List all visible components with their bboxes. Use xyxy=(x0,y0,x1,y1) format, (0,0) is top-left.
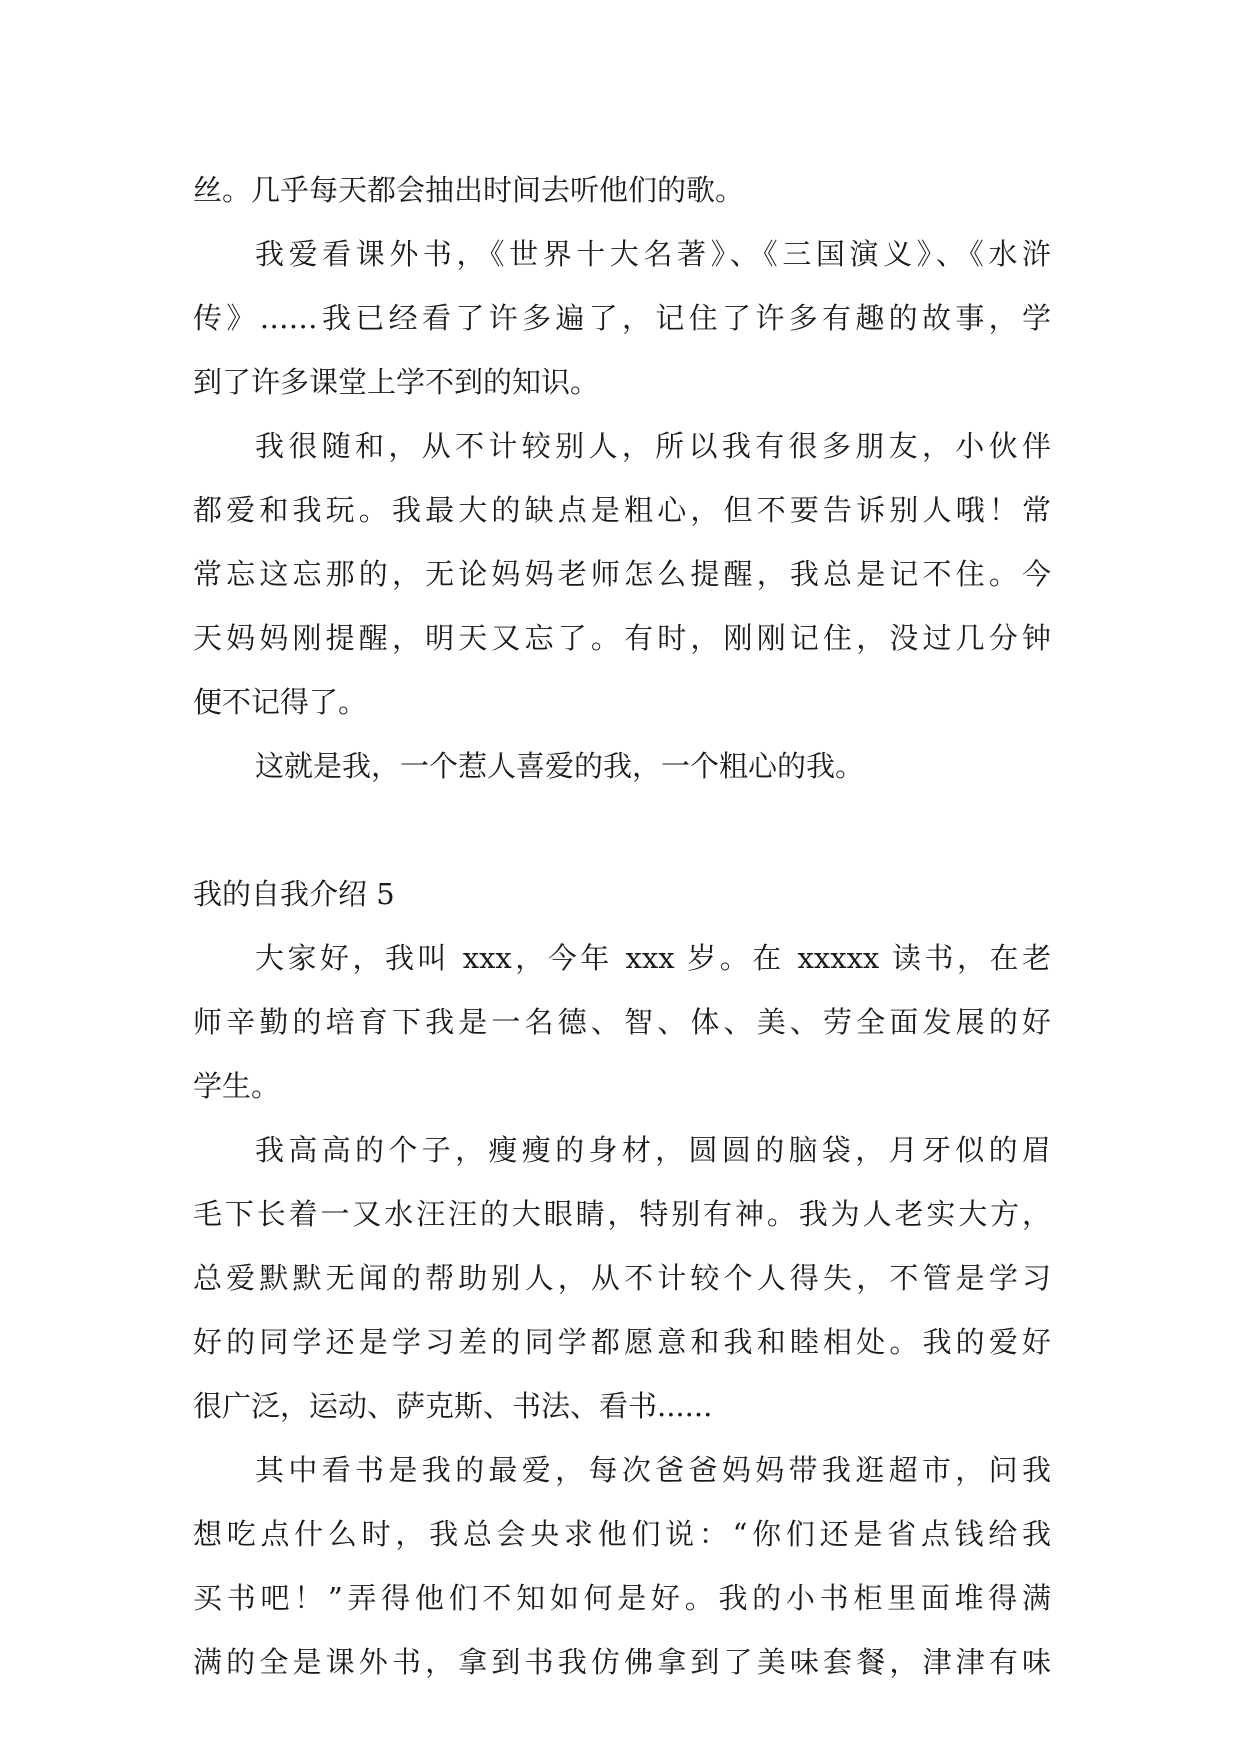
text-line: 毛下长着一又水汪汪的大眼睛，特别有神。我为人老实大方， xyxy=(193,1197,1051,1231)
text-line: 到了许多课堂上学不到的知识。 xyxy=(193,365,600,399)
section-title: 我的自我介绍 5 xyxy=(193,877,395,911)
text-line: 很广泛，运动、萨克斯、书法、看书...... xyxy=(193,1389,713,1423)
section-spacer xyxy=(193,798,1051,862)
text-line: 常忘这忘那的，无论妈妈老师怎么提醒，我总是记不住。今 xyxy=(193,557,1051,591)
text-line: 想吃点什么时，我总会央求他们说：“你们还是省点钱给我 xyxy=(193,1517,1051,1551)
text-line: 天妈妈刚提醒，明天又忘了。有时，刚刚记住，没过几分钟 xyxy=(193,621,1051,655)
text-line: 丝。几乎每天都会抽出时间去听他们的歌。 xyxy=(193,173,745,207)
text-line: 满的全是课外书，拿到书我仿佛拿到了美味套餐，津津有味 xyxy=(193,1645,1051,1679)
text-line: 其中看书是我的最爱，每次爸爸妈妈带我逛超市，问我 xyxy=(255,1453,1051,1487)
text-line: 师辛勤的培育下我是一名德、智、体、美、劳全面发展的好 xyxy=(193,1005,1051,1039)
text-line: 大家好，我叫 xxx，今年 xxx 岁。在 xxxxx 读书，在老 xyxy=(255,941,1051,975)
text-line: 总爱默默无闻的帮助别人，从不计较个人得失，不管是学习 xyxy=(193,1261,1051,1295)
text-line: 这就是我，一个惹人喜爱的我，一个粗心的我。 xyxy=(255,749,865,783)
text-line: 买书吧！”弄得他们不知如何是好。我的小书柜里面堆得满 xyxy=(193,1581,1051,1615)
text-line: 我很随和，从不计较别人，所以我有很多朋友，小伙伴 xyxy=(255,429,1051,463)
text-line: 我高高的个子，瘦瘦的身材，圆圆的脑袋，月牙似的眉 xyxy=(255,1133,1051,1167)
text-line: 都爱和我玩。我最大的缺点是粗心，但不要告诉别人哦！常 xyxy=(193,493,1051,527)
text-line: 便不记得了。 xyxy=(193,685,368,719)
text-line: 我爱看课外书，《世界十大名著》、《三国演义》、《水浒 xyxy=(255,237,1051,271)
text-line: 学生。 xyxy=(193,1069,281,1103)
text-line: 好的同学还是学习差的同学都愿意和我和睦相处。我的爱好 xyxy=(193,1325,1051,1359)
document-body xyxy=(193,158,1051,1694)
text-line: 传》……我已经看了许多遍了，记住了许多有趣的故事，学 xyxy=(193,301,1051,335)
